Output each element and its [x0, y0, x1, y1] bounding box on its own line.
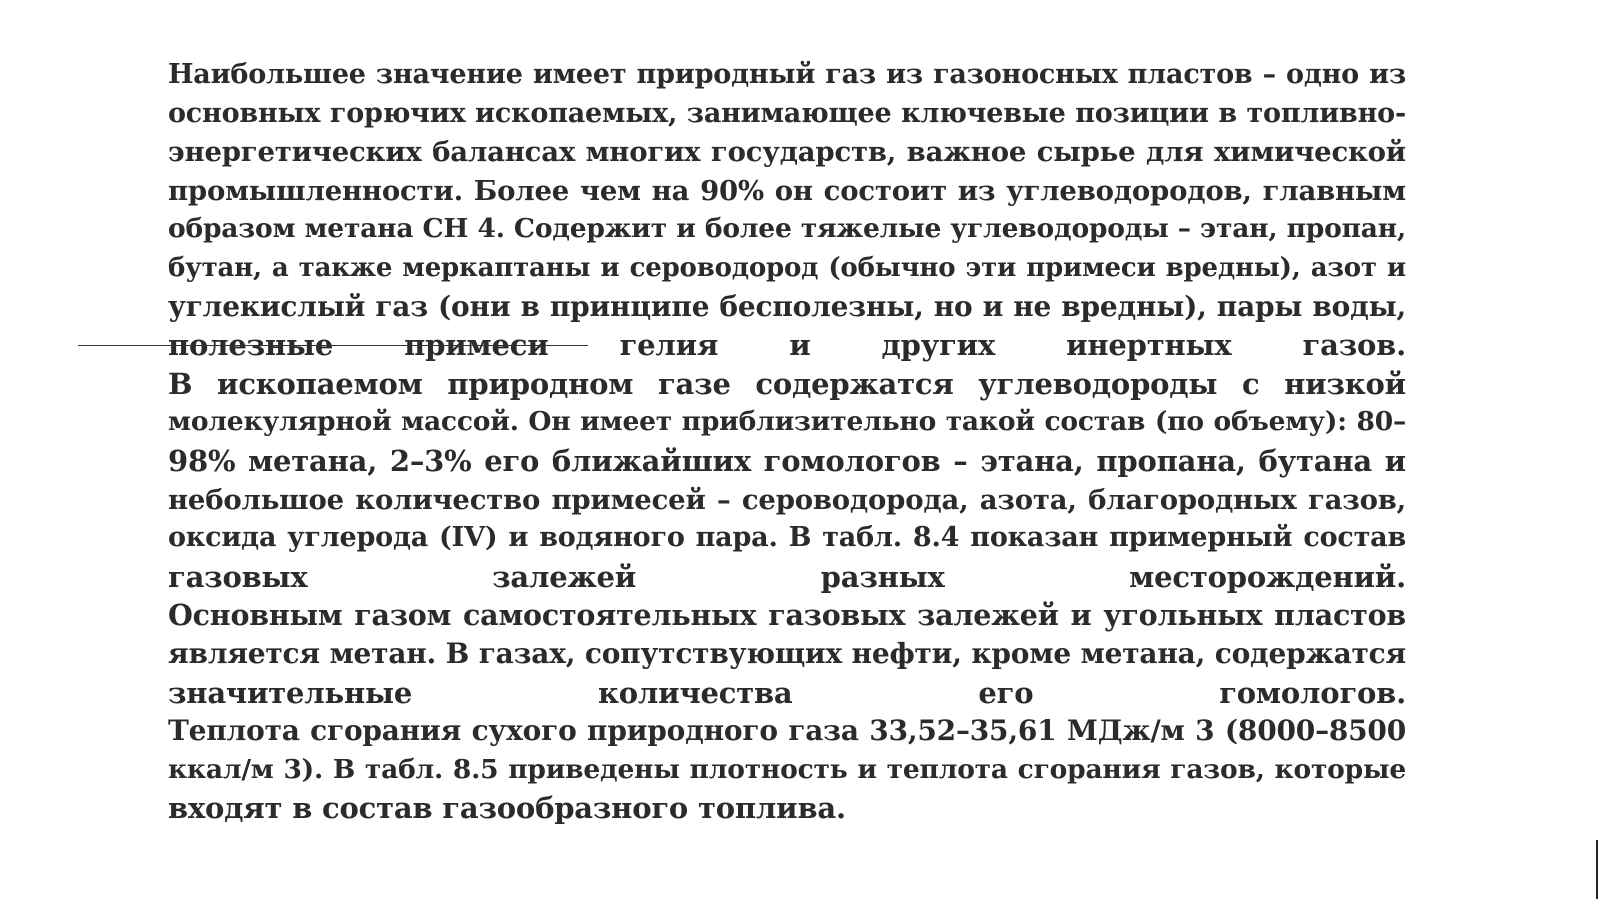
text-line: промышленности. Более чем на 90% он состоит из углеводородов, главным: [168, 174, 1406, 207]
text-line: оксида углерода (IV) и водяного пара. В табл. 8.4 показан примерный состав: [168, 522, 1406, 554]
text-line: небольшое количество примесей – сероводорода, азота, благородных газов,: [168, 483, 1406, 516]
text-line: молекулярной массой. Он имеет приблизительно такой состав (по объему): 80–: [168, 406, 1406, 438]
text-line: образом метана CH 4. Содержит и более тяжелые углеводороды – этан, пропан,: [168, 213, 1406, 245]
text-line: Теплота сгорания сухого природного газа 33,52–35,61 МДж/м 3 (8000–8500: [168, 714, 1406, 748]
text-line: входят в состав газообразного топлива.: [168, 791, 846, 826]
edge-border-mark: [1596, 840, 1598, 899]
text-line: основных горючих ископаемых, занимающее ключевые позиции в топливно-: [168, 97, 1406, 129]
body-paragraph: [168, 56, 1406, 828]
strikethrough-line: [78, 345, 588, 346]
text-line: углекислый газ (они в принципе бесполезны, но и не вредны), пары воды,: [168, 289, 1406, 323]
text-line: энергетических балансах многих государств, важное сырье для химической: [168, 136, 1406, 169]
text-line: В ископаемом природном газе содержатся углеводороды с низкой: [168, 366, 1406, 401]
text-line: полезные примеси гелия и других инертных газов.: [168, 328, 1406, 363]
text-line: является метан. В газах, сопутствующих нефти, кроме метана, содержатся: [168, 636, 1406, 670]
text-line: бутан, а также меркаптаны и сероводород (обычно эти примеси вредны), азот и: [168, 252, 1406, 283]
text-line: ккал/м 3). В табл. 8.5 приведены плотность и теплота сгорания газов, которые: [168, 753, 1406, 785]
text-line: газовых залежей разных месторождений.: [168, 559, 1406, 594]
text-line: Наибольшее значение имеет природный газ из газоносных пластов – одно из: [168, 59, 1406, 90]
text-line: значительные количества его гомологов.: [168, 675, 1406, 710]
text-line: Основным газом самостоятельных газовых залежей и угольных пластов: [168, 598, 1406, 633]
text-line: 98% метана, 2–3% его ближайших гомологов – этана, пропана, бутана и: [168, 443, 1406, 478]
